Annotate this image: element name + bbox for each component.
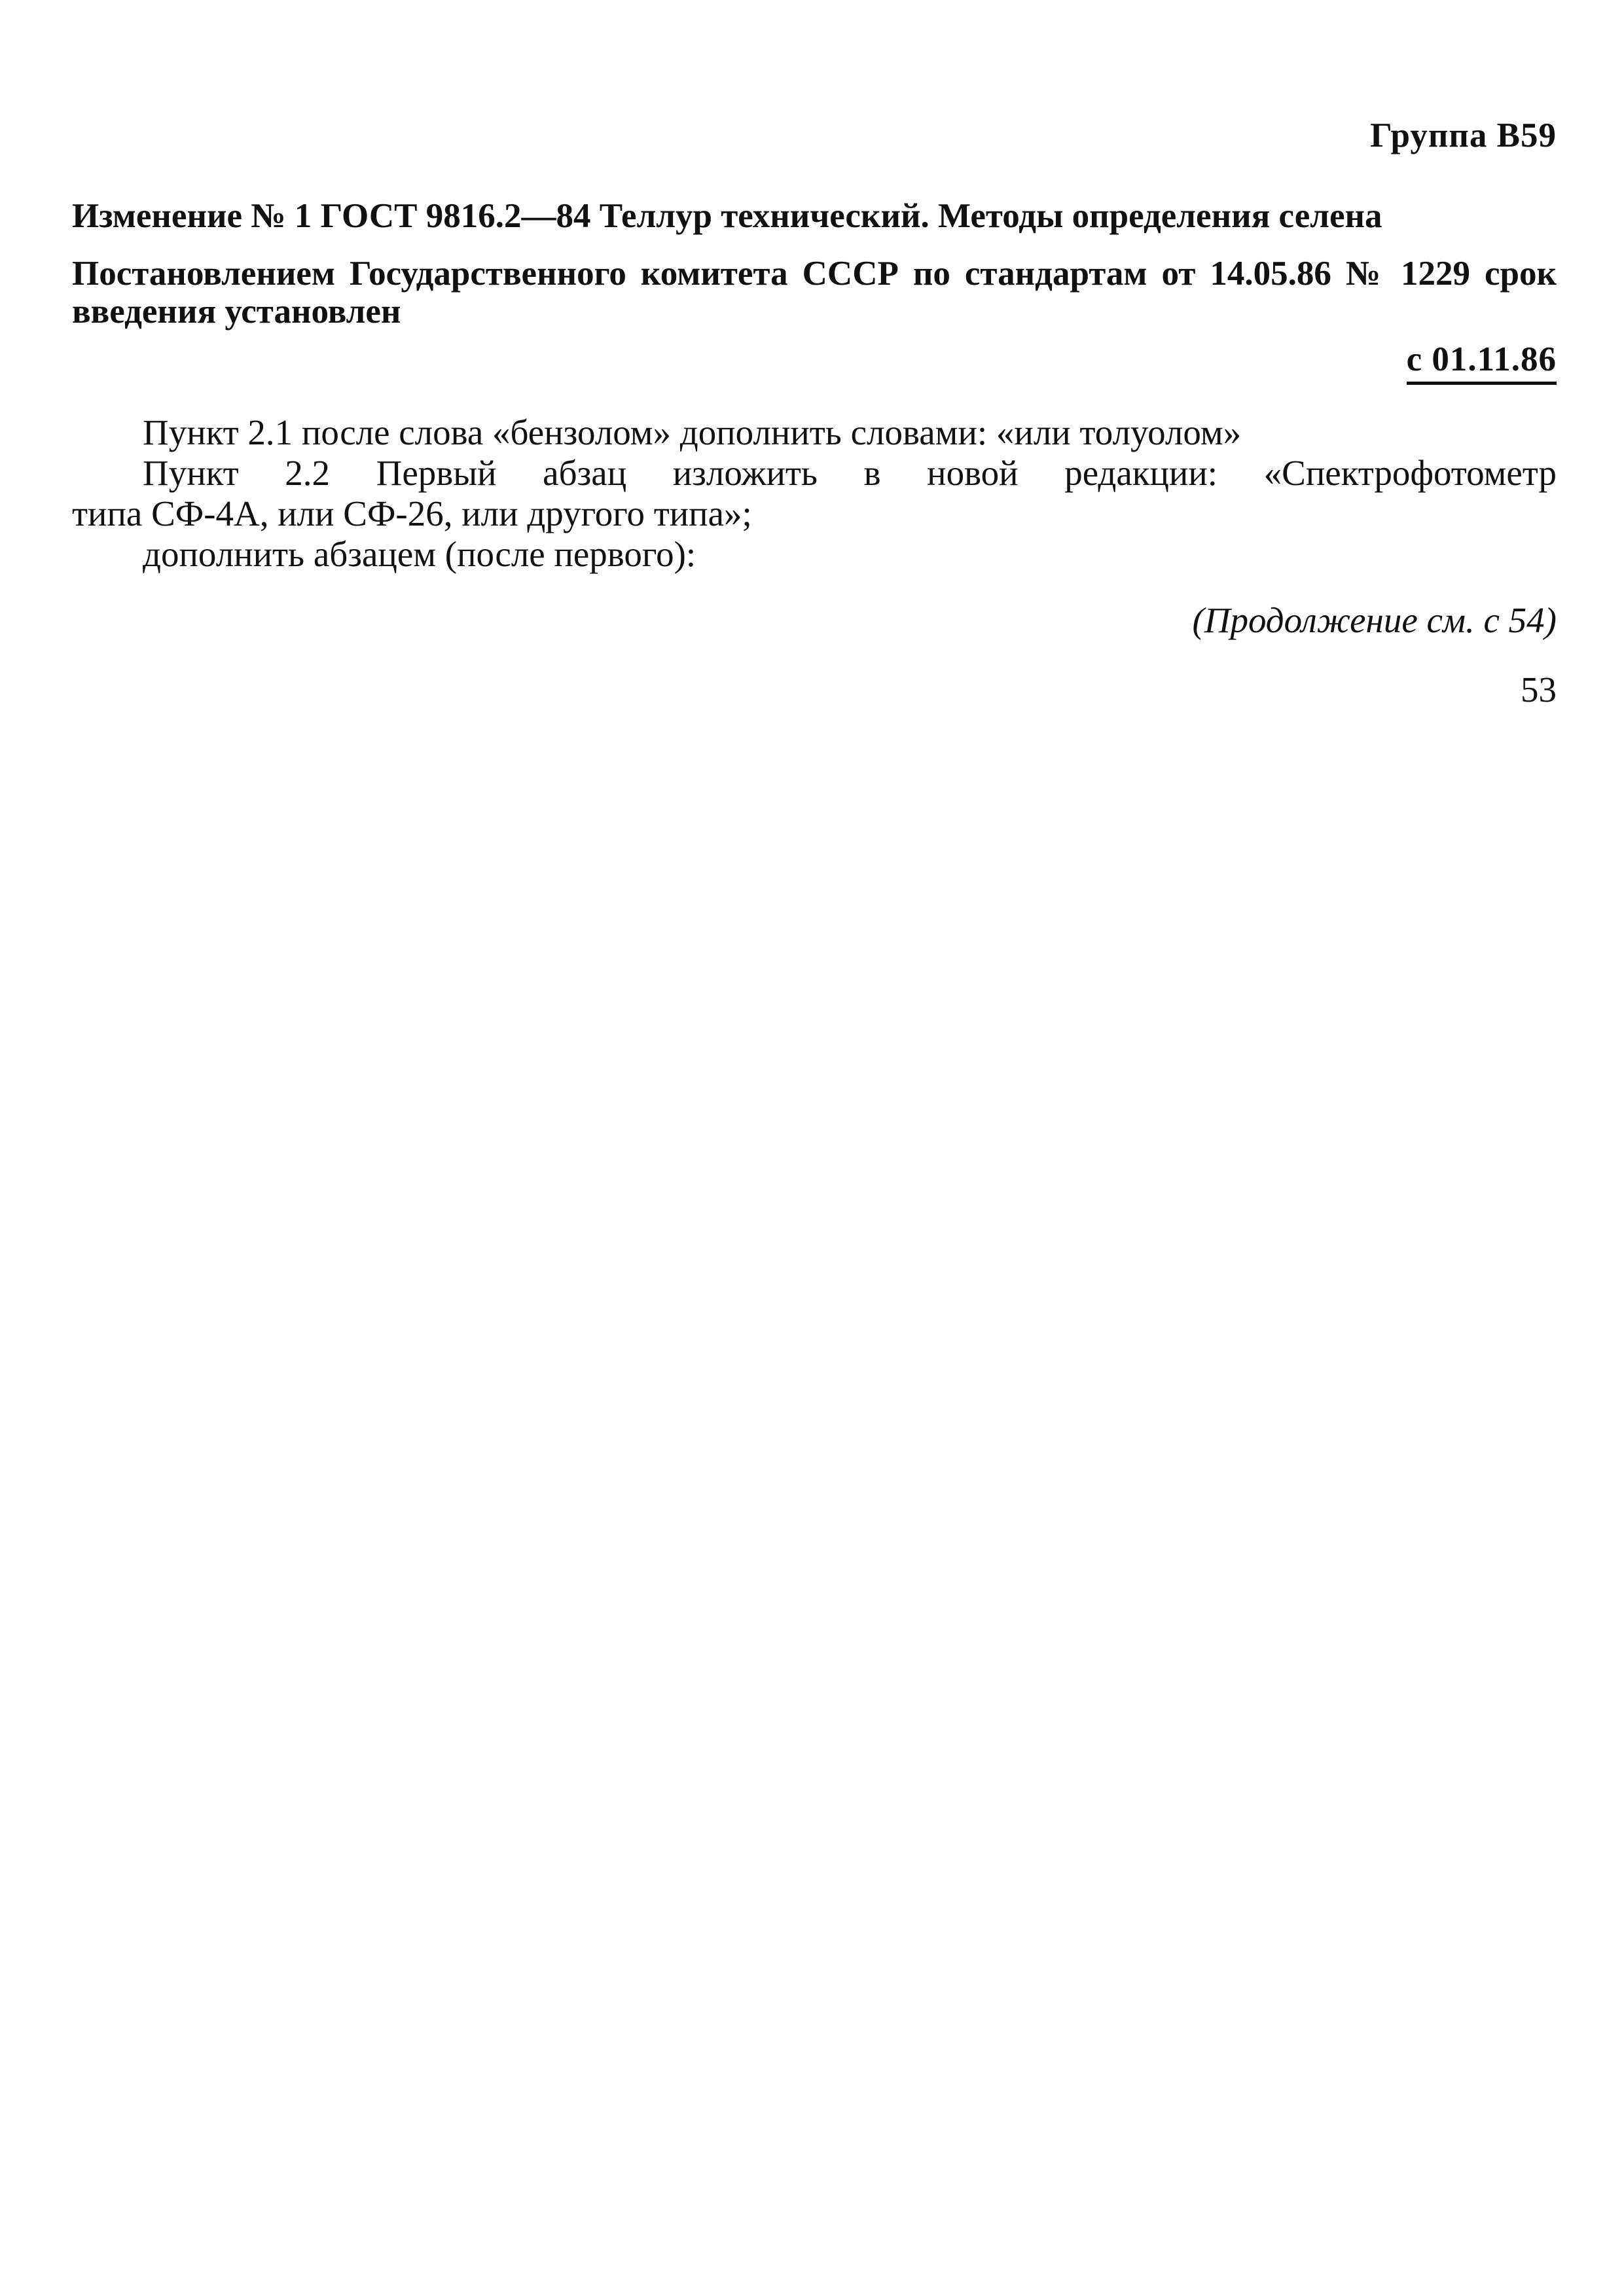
effective-date: с 01.11.86: [1407, 340, 1557, 385]
amendment-paragraph-2-line-2: типа СФ-4А, или СФ-26, или другого типа»;: [72, 493, 752, 533]
document-content: [72, 115, 1557, 711]
decree-text: Постановлением Государственного комитета СССР по стандартам от 14.05.86 № 1229 срок введения установлен: [72, 255, 1557, 331]
document-title: Изменение № 1 ГОСТ 9816.2—84 Теллур технический. Методы определения селена: [72, 197, 1382, 235]
continuation-note: (Продолжение см. с 54): [1192, 600, 1557, 640]
amendment-paragraph-2-line-1: Пункт 2.2 Первый абзац изложить в новой редакции: «Спектрофотометр: [143, 453, 1557, 493]
amendment-paragraph-1: Пункт 2.1 после слова «бензолом» дополнить словами: «или толуолом»: [143, 412, 1242, 452]
page-number: 53: [1521, 670, 1557, 709]
amendment-paragraph-3: дополнить абзацем (после первого):: [143, 534, 696, 574]
amendment-body: [72, 412, 1557, 575]
effective-date-row: [72, 340, 1557, 385]
group-label: Группа B59: [1370, 117, 1557, 154]
